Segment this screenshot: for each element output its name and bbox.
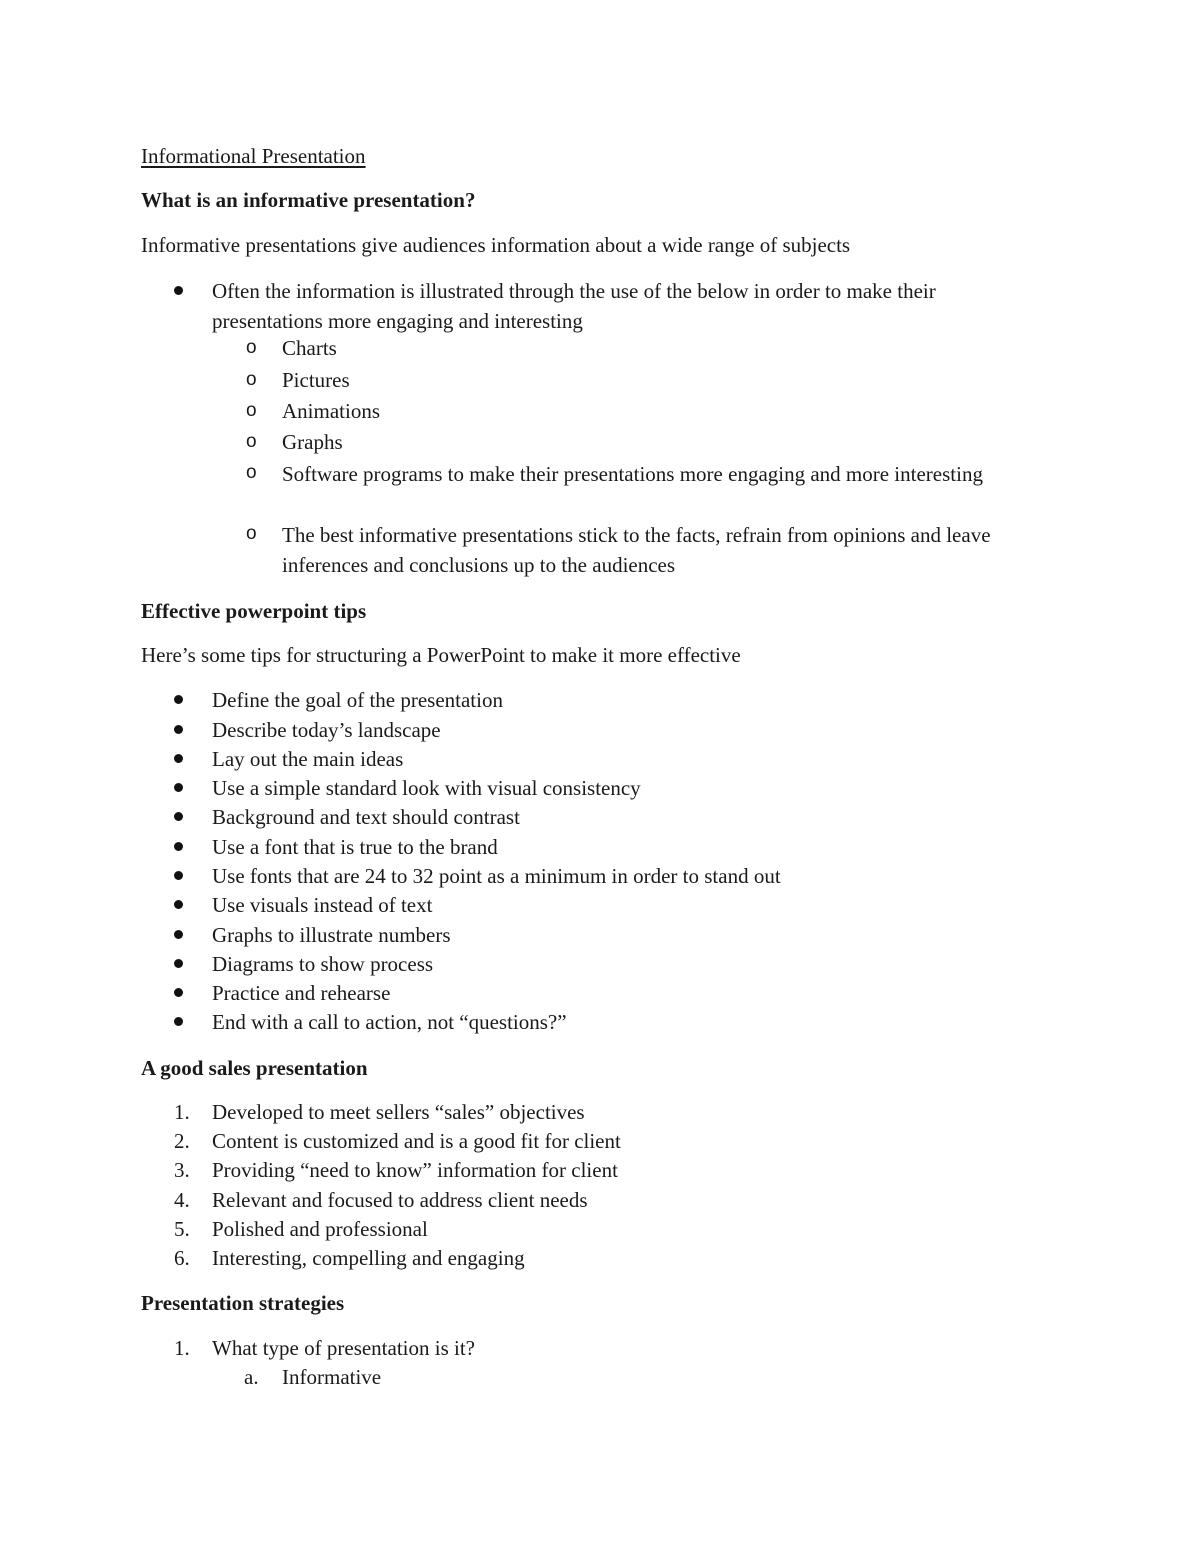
bullet-icon <box>174 754 183 763</box>
section-heading-sales: A good sales presentation <box>141 1056 368 1080</box>
bullet-icon <box>174 695 183 704</box>
sub-list-letter: a. <box>244 1365 259 1389</box>
sub-list-item: Animations <box>282 399 380 423</box>
list-item: Background and text should contrast <box>212 805 520 829</box>
sub-bullet-icon: o <box>246 431 257 452</box>
document-title: Informational Presentation <box>141 144 366 168</box>
bullet-icon <box>174 286 183 295</box>
bullet-icon <box>174 842 183 851</box>
sub-bullet-icon: o <box>246 462 257 483</box>
list-item: Describe today’s landscape <box>212 718 441 742</box>
numbered-item: Providing “need to know” information for client <box>212 1158 618 1182</box>
list-item: Often the information is illustrated through the use of the below in order to make their presentations more engaging and interesting <box>212 279 936 333</box>
sub-bullet-icon: o <box>246 369 257 390</box>
list-item: Use fonts that are 24 to 32 point as a minimum in order to stand out <box>212 864 781 888</box>
section-intro-informative: Informative presentations give audiences information about a wide range of subjects <box>141 233 851 257</box>
list-number: 1. <box>174 1100 190 1124</box>
list-item: Lay out the main ideas <box>212 747 404 771</box>
bullet-icon <box>174 783 183 792</box>
list-number: 4. <box>174 1188 190 1212</box>
list-number: 1. <box>174 1336 190 1360</box>
bullet-icon <box>174 988 183 997</box>
sub-list-item: Pictures <box>282 368 350 392</box>
section-heading-strategies: Presentation strategies <box>141 1291 345 1315</box>
numbered-item: What type of presentation is it? <box>212 1336 476 1360</box>
sub-list-item: Informative <box>282 1365 382 1389</box>
sub-bullet-icon: o <box>246 523 257 544</box>
list-number: 2. <box>174 1129 190 1153</box>
list-item: Use a font that is true to the brand <box>212 835 498 859</box>
list-number: 5. <box>174 1217 190 1241</box>
section-heading-powerpoint-tips: Effective powerpoint tips <box>141 599 367 623</box>
bullet-icon <box>174 900 183 909</box>
bullet-icon <box>174 871 183 880</box>
list-item: Diagrams to show process <box>212 952 434 976</box>
sub-bullet-icon: o <box>246 400 257 421</box>
numbered-item: Relevant and focused to address client needs <box>212 1188 588 1212</box>
section-heading-informative: What is an informative presentation? <box>141 188 476 212</box>
sub-list-item: The best informative presentations stick to the facts, refrain from opinions and leave inferences and conclusions up to the audiences <box>282 523 991 577</box>
numbered-item: Polished and professional <box>212 1217 428 1241</box>
bullet-icon <box>174 812 183 821</box>
sub-list-item: Software programs to make their presentations more engaging and more interesting <box>282 462 983 486</box>
numbered-item: Developed to meet sellers “sales” objectives <box>212 1100 585 1124</box>
list-item: Graphs to illustrate numbers <box>212 923 451 947</box>
list-item: Use a simple standard look with visual consistency <box>212 776 641 800</box>
bullet-icon <box>174 959 183 968</box>
list-item: Practice and rehearse <box>212 981 391 1005</box>
list-number: 3. <box>174 1158 190 1182</box>
sub-bullet-icon: o <box>246 337 257 358</box>
list-number: 6. <box>174 1246 190 1270</box>
list-item: Use visuals instead of text <box>212 893 433 917</box>
section-intro-powerpoint-tips: Here’s some tips for structuring a PowerPoint to make it more effective <box>141 643 741 667</box>
sub-list-item: Graphs <box>282 430 343 454</box>
numbered-item: Interesting, compelling and engaging <box>212 1246 525 1270</box>
bullet-icon <box>174 725 183 734</box>
sub-list-item: Charts <box>282 336 337 360</box>
list-item: End with a call to action, not “questions?” <box>212 1010 567 1034</box>
list-item: Define the goal of the presentation <box>212 688 503 712</box>
numbered-item: Content is customized and is a good fit for client <box>212 1129 621 1153</box>
bullet-icon <box>174 930 183 939</box>
bullet-icon <box>174 1017 183 1026</box>
